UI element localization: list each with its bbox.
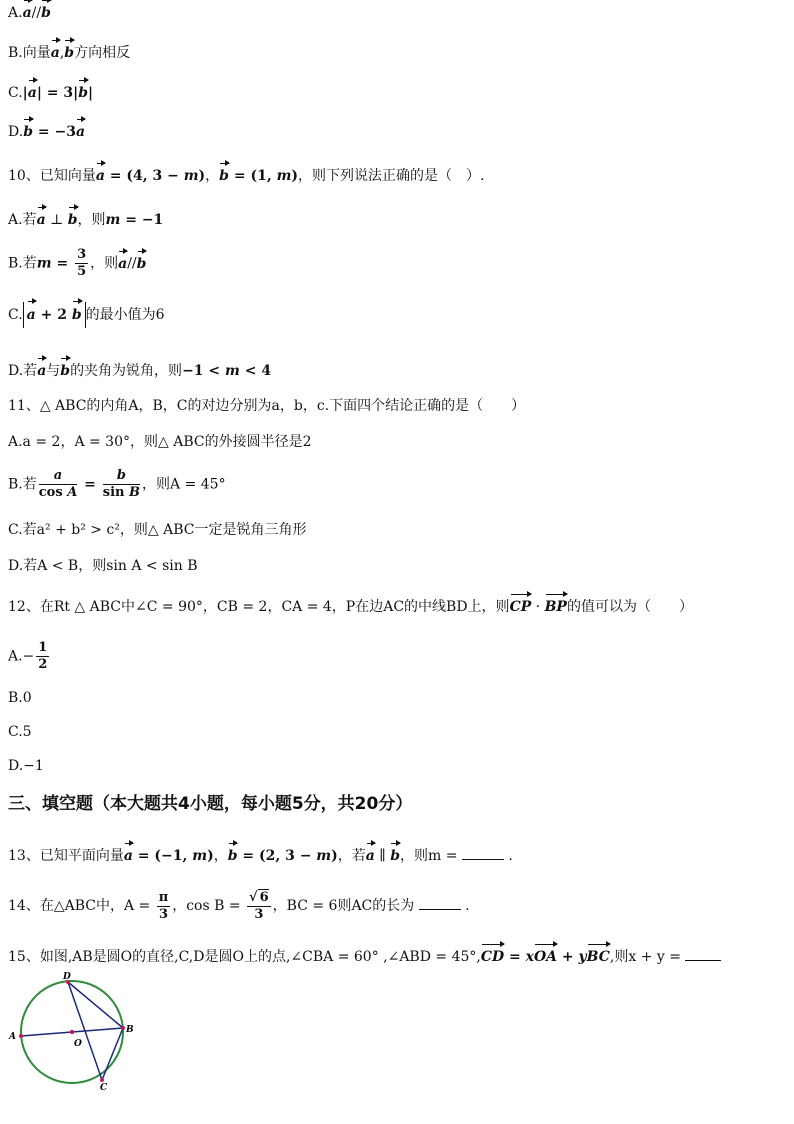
point-c	[100, 1078, 104, 1082]
q15: 15、如图,AB是圆O的直径,C,D是圆O上的点,∠CBA = 60° ,∠ABD = 45°,CD = xOA + yBC,则x + y =	[8, 946, 721, 967]
q10-option-a: A.若a ⊥ b，则m = −1	[8, 212, 164, 228]
q10-option-c: C. a + 2 b 的最小值为6	[8, 302, 165, 328]
point-o	[70, 1030, 74, 1034]
q11-option-c: C.若a² + b² > c²，则△ ABC一定是锐角三角形	[8, 522, 307, 538]
q15-answer-blank[interactable]	[685, 946, 721, 961]
label-b: B	[126, 1025, 134, 1035]
q9-option-b: B.向量a,b方向相反	[8, 45, 131, 61]
label-o: O	[74, 1039, 82, 1049]
q11-stem: 11、△ ABC的内角A，B，C的对边分别为a，b，c.下面四个结论正确的是（ ）	[8, 398, 526, 414]
q11-option-d: D.若A < B，则sin A < sin B	[8, 558, 198, 574]
q10-stem: 10、已知向量a = (4, 3 − m)，b = (1, m)，则下列说法正确的是（ ）.	[8, 168, 485, 184]
q11-option-b: B.若 $\frac{a}{\text{cos A}}$ = $\frac{b}{\text{sin B}}$ ，则A = 45°	[8, 468, 226, 500]
chord-bc	[102, 1028, 123, 1080]
q12-option-b: B.0	[8, 690, 32, 706]
point-b	[121, 1026, 125, 1030]
q13: 13、已知平面向量a = (−1, m)，b = (2, 3 − m)，若a ∥ b，则m = .	[8, 845, 513, 866]
q14-answer-blank[interactable]	[419, 895, 461, 910]
q13-answer-blank[interactable]	[462, 845, 504, 860]
q9-option-a: A.a//b	[8, 5, 51, 21]
label-a: A	[9, 1032, 16, 1042]
label-d: D	[63, 972, 71, 982]
q12-option-a: A.− $\frac{1}{2}$	[8, 640, 48, 672]
section-title-fill-in: 三、填空题（本大题共4小题，每小题5分，共20分）	[8, 794, 413, 814]
q10-option-d: D.若a与b的夹角为锐角，则−1 < m < 4	[8, 363, 272, 379]
q10-option-b: B.若m = $\frac{3}{5}$ ，则a//b	[8, 247, 147, 279]
label-c: C	[100, 1083, 108, 1090]
q9-option-c: C.|a| = 3|b|	[8, 85, 94, 101]
q14: 14、在△ABC中，A = $\frac{\pi}{3}$ ，cos B = $\frac{√ 6}{3}$ ，BC = 6则AC的长为 .	[8, 889, 470, 922]
q12-option-d: D.−1	[8, 758, 44, 774]
point-a	[19, 1034, 23, 1038]
q11-option-a: A.a = 2，A = 30°，则△ ABC的外接圆半径是2	[8, 434, 312, 450]
circle-figure	[8, 970, 138, 1090]
q12-stem: 12、在Rt △ ABC中∠C = 90°，CB = 2，CA = 4，P在边AC的中线BD上，则CP · BP的值可以为（ ）	[8, 599, 693, 615]
q9-option-d: D.b = −3a	[8, 124, 86, 140]
q12-option-c: C.5	[8, 724, 32, 740]
